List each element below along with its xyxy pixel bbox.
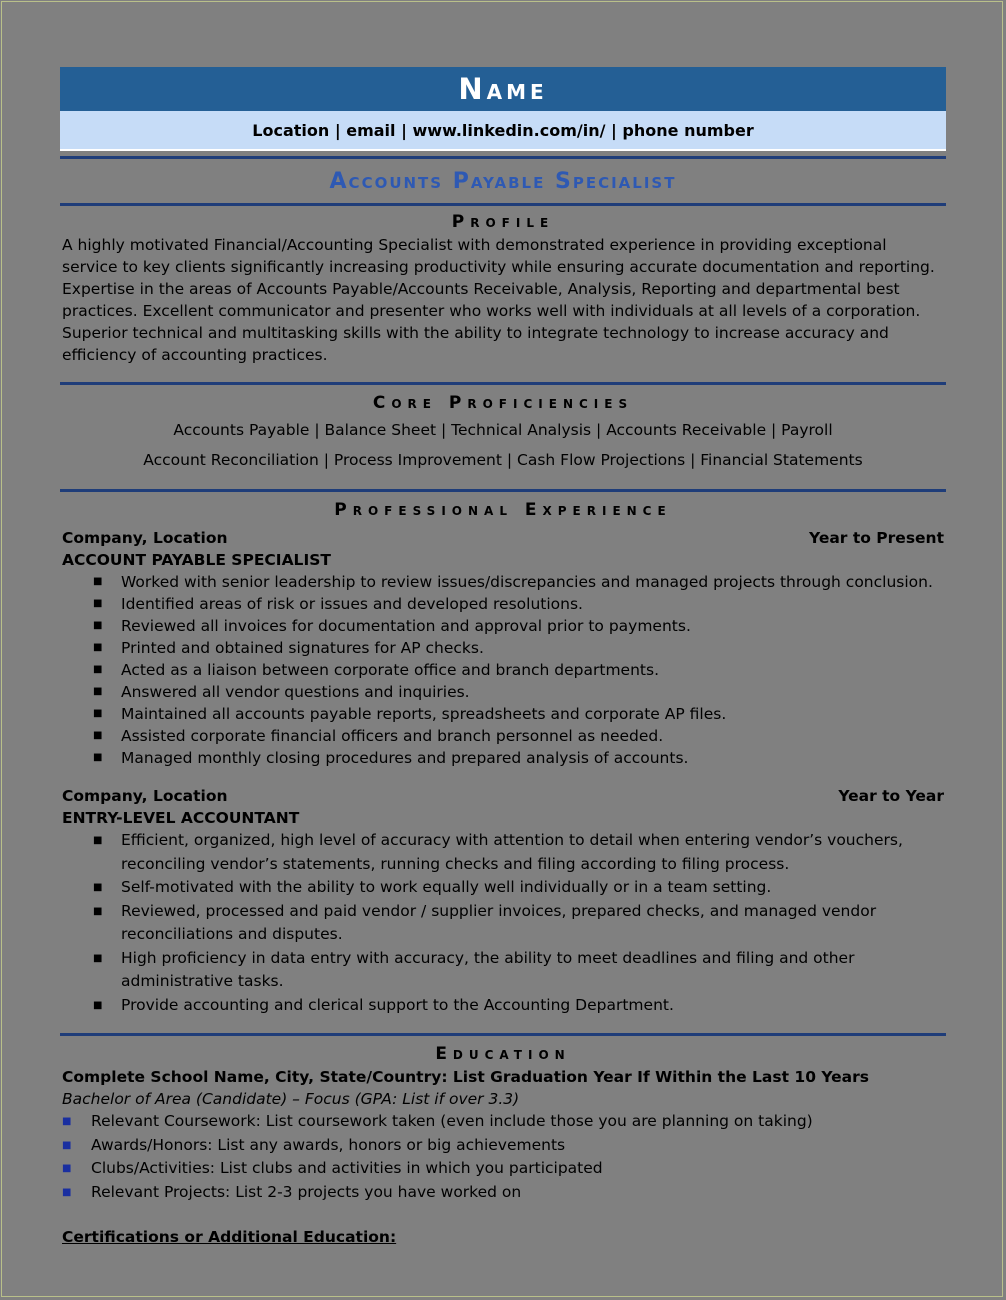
experience-heading: Professional Experience bbox=[334, 500, 672, 520]
job-2 bbox=[60, 785, 946, 1017]
list-item: ■ Awards/Honors: List any awards, honors or big achievements bbox=[60, 1134, 946, 1158]
list-item: ■ Efficient, organized, high level of accuracy with attention to detail when entering vendor’s vouchers, reconciling vendor’s statements, running checks and filing according to filing process. bbox=[93, 831, 903, 873]
list-item: ■ Provide accounting and clerical support to the Accounting Department. bbox=[60, 994, 946, 1018]
list-item: ■ Acted as a liaison between corporate office and branch departments. bbox=[93, 661, 659, 679]
job-1-dates: Year to Present bbox=[809, 529, 944, 547]
list-item: ■ Reviewed all invoices for documentation and approval prior to payments. bbox=[93, 617, 691, 635]
list-item: ■ Relevant Projects: List 2-3 projects you have worked on bbox=[60, 1181, 946, 1205]
job-1-role: ACCOUNT PAYABLE SPECIALIST bbox=[62, 551, 331, 569]
core-line-2: Account Reconciliation | Process Improvement | Cash Flow Projections | Financial Statements bbox=[143, 451, 863, 469]
education-school: Complete School Name, City, State/Country: List Graduation Year If Within the Last 10 Years bbox=[62, 1068, 870, 1086]
square-bullet-icon: ■ bbox=[93, 642, 103, 653]
name-banner bbox=[60, 67, 946, 111]
square-bullet-icon: ■ bbox=[93, 686, 103, 697]
square-bullet-icon: ■ bbox=[93, 752, 103, 763]
candidate-name: Name bbox=[458, 72, 548, 106]
list-item: ■ Answered all vendor questions and inquiries. bbox=[93, 683, 470, 701]
job-2-bullets bbox=[60, 829, 946, 1017]
core-rule bbox=[60, 489, 946, 492]
list-item: ■ Maintained all accounts payable reports, spreadsheets and corporate AP files. bbox=[93, 705, 727, 723]
square-bullet-icon: ■ bbox=[93, 999, 103, 1011]
square-bullet-icon: ■ bbox=[62, 1163, 72, 1174]
list-item: ■ Relevant Coursework: List coursework taken (even include those you are planning on taking) bbox=[60, 1110, 946, 1134]
list-item: ■ Self-motivated with the ability to work equally well individually or in a team setting. bbox=[60, 876, 946, 900]
job-2-header bbox=[60, 785, 946, 807]
job-1-bullets bbox=[60, 571, 946, 769]
core-heading: Core Proficiencies bbox=[372, 393, 634, 413]
list-item: ■ Printed and obtained signatures for AP checks. bbox=[93, 639, 484, 657]
education-heading: Education bbox=[435, 1044, 571, 1064]
resume-sheet bbox=[60, 67, 946, 1248]
job-2-company: Company, Location bbox=[62, 787, 228, 805]
square-bullet-icon: ■ bbox=[93, 576, 103, 587]
square-bullet-icon: ■ bbox=[93, 835, 103, 846]
square-bullet-icon: ■ bbox=[93, 882, 103, 893]
certifications-heading: Certifications or Additional Education: bbox=[62, 1228, 397, 1246]
list-item: ■ Clubs/Activities: List clubs and activities in which you participated bbox=[60, 1157, 946, 1181]
contact-line: Location | email | www.linkedin.com/in/ | phone number bbox=[60, 111, 946, 151]
square-bullet-icon: ■ bbox=[93, 905, 103, 917]
square-bullet-icon: ■ bbox=[62, 1186, 72, 1198]
list-item: ■ Identified areas of risk or issues and developed resolutions. bbox=[93, 595, 583, 613]
square-bullet-icon: ■ bbox=[93, 708, 103, 719]
square-bullet-icon: ■ bbox=[62, 1139, 72, 1151]
experience-rule bbox=[60, 1033, 946, 1036]
profile-rule bbox=[60, 382, 946, 385]
square-bullet-icon: ■ bbox=[93, 952, 103, 964]
list-item: ■ Managed monthly closing procedures and prepared analysis of accounts. bbox=[93, 749, 689, 767]
list-item: ■ Worked with senior leadership to review issues/discrepancies and managed projects through conclusion. bbox=[93, 573, 933, 591]
education-degree: Bachelor of Area (Candidate) – Focus (GPA: List if over 3.3) bbox=[62, 1090, 520, 1108]
core-line-1: Accounts Payable | Balance Sheet | Technical Analysis | Accounts Receivable | Payroll bbox=[173, 421, 833, 439]
job-title: Accounts Payable Specialist bbox=[329, 169, 677, 194]
list-item: ■ Reviewed, processed and paid vendor / supplier invoices, prepared checks, and managed vendor reconciliations and disputes. bbox=[93, 901, 877, 943]
square-bullet-icon: ■ bbox=[93, 664, 103, 675]
list-item: ■ High proficiency in data entry with accuracy, the ability to meet deadlines and filing and other administrative tasks. bbox=[93, 948, 855, 990]
job-1-header bbox=[60, 527, 946, 549]
list-item: ■ Assisted corporate financial officers and branch personnel as needed. bbox=[93, 727, 664, 745]
square-bullet-icon: ■ bbox=[93, 598, 103, 609]
job-1 bbox=[60, 527, 946, 769]
square-bullet-icon: ■ bbox=[62, 1116, 72, 1127]
square-bullet-icon: ■ bbox=[93, 620, 103, 631]
profile-heading: Profile bbox=[451, 212, 555, 232]
title-rule bbox=[60, 203, 946, 206]
job-2-dates: Year to Year bbox=[838, 787, 944, 805]
square-bullet-icon: ■ bbox=[93, 730, 103, 741]
education-items bbox=[60, 1110, 946, 1204]
profile-text: A highly motivated Financial/Accounting Specialist with demonstrated experience in providing exceptional service to key clients significantly increasing productivity while ensuring accurate documentation and reporting. Expertise in the areas of Accounts Payable/Accounts Receivable, Analysis, Reporting and departmental best practices. Excellent communicator and presenter who works well with individuals at all levels of a corporation. Superior technical and multitasking skills with the ability to integrate technology to increase accuracy and efficiency of accounting practices. bbox=[62, 236, 935, 364]
job-1-company: Company, Location bbox=[62, 529, 228, 547]
job-2-role: ENTRY-LEVEL ACCOUNTANT bbox=[62, 809, 300, 827]
